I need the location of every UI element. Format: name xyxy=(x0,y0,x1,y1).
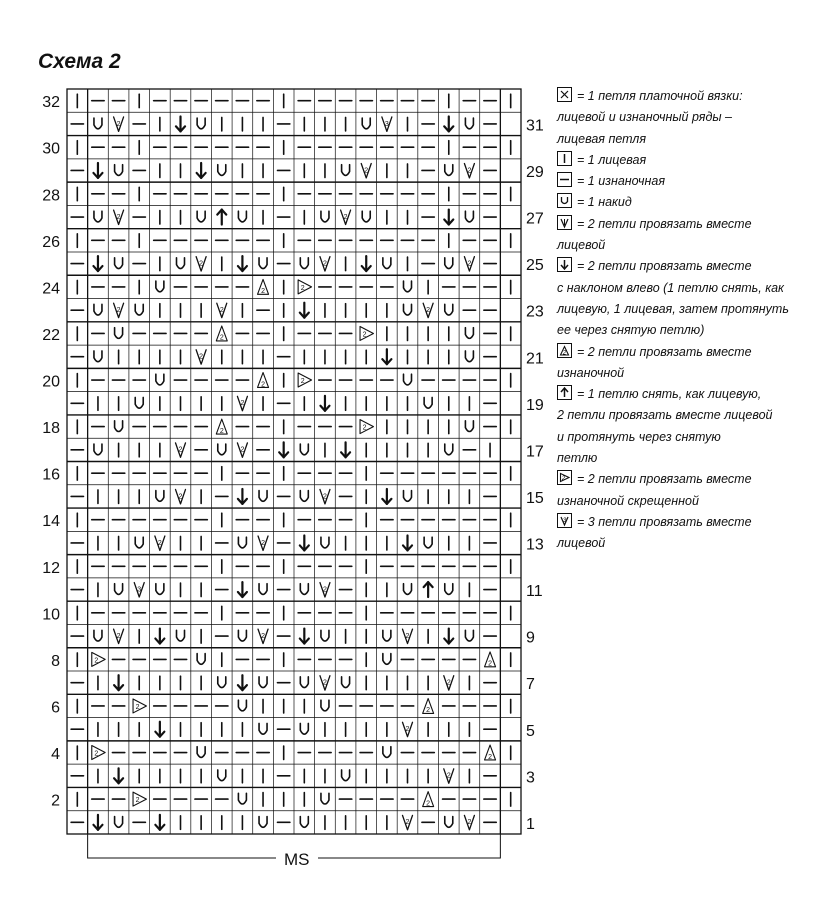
yarn-over-cell xyxy=(238,630,246,641)
yarn-over-cell xyxy=(383,654,391,665)
svg-text:2: 2 xyxy=(116,120,121,128)
left-decrease-cell xyxy=(403,536,412,551)
yarn-over-cell xyxy=(197,654,205,665)
k2tog-cell xyxy=(114,629,124,643)
k2tog-cell xyxy=(176,443,186,457)
left-decrease-cell xyxy=(93,163,102,178)
svg-text:2: 2 xyxy=(323,493,327,501)
yarn-over-cell xyxy=(362,118,370,129)
row-number-left: 20 xyxy=(42,373,60,391)
svg-text:2: 2 xyxy=(426,800,431,808)
left-decrease-cell xyxy=(176,116,185,131)
svg-text:2: 2 xyxy=(446,772,451,780)
p2tog-cell xyxy=(216,419,227,435)
row-number-left: 28 xyxy=(42,187,60,205)
left-decrease-cell xyxy=(362,256,371,271)
yarn-over-cell xyxy=(94,118,102,129)
yarn-over-cell xyxy=(94,304,102,315)
yarn-over-cell xyxy=(115,584,123,595)
yarn-over-cell xyxy=(259,491,267,502)
row-number-left: 30 xyxy=(42,140,60,158)
yarn-over-cell xyxy=(115,421,123,432)
svg-text:2: 2 xyxy=(488,660,492,668)
row-number-right: 29 xyxy=(526,164,544,182)
garter-stitch-symbol-icon xyxy=(557,87,572,102)
legend-item-skp: = 2 петли провязать вместе xyxy=(557,256,828,277)
k2tog-cell xyxy=(196,350,206,364)
row-number-right: 13 xyxy=(526,536,544,554)
svg-text:2: 2 xyxy=(562,350,567,357)
svg-text:2: 2 xyxy=(300,378,305,386)
svg-text:2: 2 xyxy=(561,476,566,483)
svg-text:2: 2 xyxy=(405,632,410,640)
svg-text:2: 2 xyxy=(323,586,327,594)
p2tog-tbl-cell xyxy=(92,652,105,666)
yarn-over-cell xyxy=(404,374,412,385)
svg-text:2: 2 xyxy=(426,707,431,715)
svg-text:2: 2 xyxy=(219,427,224,435)
yarn-over-cell xyxy=(197,118,205,129)
yarn-over-cell xyxy=(218,165,226,176)
k2tog-cell xyxy=(176,489,186,503)
svg-text:2: 2 xyxy=(300,284,305,292)
left-decrease-cell xyxy=(300,629,309,644)
yarn-over-cell xyxy=(445,444,453,455)
k2tog-cell xyxy=(320,583,330,597)
left-decrease-cell xyxy=(238,489,247,504)
yarn-over-cell xyxy=(465,328,473,339)
yarn-over-cell xyxy=(465,211,473,222)
legend-item-yarnover: = 1 накид xyxy=(557,192,828,213)
yarn-over-cell xyxy=(197,211,205,222)
yarn-over-cell xyxy=(404,281,412,292)
yarn-over-cell xyxy=(300,723,308,734)
p2tog-tbl-cell xyxy=(360,420,373,434)
yarn-over-cell xyxy=(259,677,267,688)
left-decrease-cell xyxy=(341,442,350,457)
yarn-over-cell xyxy=(321,211,329,222)
left-decrease-cell xyxy=(197,163,206,178)
row-number-left: 8 xyxy=(51,652,60,670)
yarn-over-cell xyxy=(177,630,185,641)
k2tog-cell xyxy=(341,210,351,224)
svg-text:2: 2 xyxy=(116,632,121,640)
svg-text:2: 2 xyxy=(116,213,121,221)
yarn-over-cell xyxy=(465,351,473,362)
svg-text:2: 2 xyxy=(446,679,451,687)
p2tog-cell xyxy=(216,326,227,342)
left-decrease-cell xyxy=(382,489,391,504)
p2tog-cell xyxy=(485,652,496,668)
row-number-right: 9 xyxy=(526,629,535,647)
k2tog-cell xyxy=(320,257,330,271)
yarn-over-cell xyxy=(135,304,143,315)
svg-text:2: 2 xyxy=(364,167,369,175)
yarn-over-cell xyxy=(404,584,412,595)
yarn-over-cell xyxy=(445,258,453,269)
svg-text:2: 2 xyxy=(467,819,472,827)
svg-text:2: 2 xyxy=(426,307,431,315)
k2tog-cell xyxy=(114,210,124,224)
k2tog-cell xyxy=(361,164,371,178)
k2tog-symbol-icon xyxy=(557,215,572,230)
yarn-over-cell xyxy=(218,444,226,455)
row-number-left: 12 xyxy=(42,559,60,577)
svg-text:2: 2 xyxy=(157,539,162,547)
left-decrease-cell xyxy=(238,256,247,271)
ms-label: MS xyxy=(284,850,310,869)
left-decrease-cell xyxy=(279,442,288,457)
yarn-over-cell xyxy=(218,770,226,781)
k3tog-cell xyxy=(382,117,392,131)
yarn-over-cell xyxy=(135,397,143,408)
svg-text:2: 2 xyxy=(116,307,121,315)
knit-symbol-icon xyxy=(557,151,572,166)
yarn-over-cell xyxy=(218,677,226,688)
yarn-over-cell xyxy=(465,630,473,641)
svg-text:2: 2 xyxy=(219,307,224,315)
yarn-over-cell xyxy=(135,537,143,548)
k2tog-cell xyxy=(403,722,413,736)
k2tog-cell xyxy=(114,117,124,131)
k2tog-cell xyxy=(217,303,227,317)
yarn-over-cell xyxy=(342,165,350,176)
svg-text:2: 2 xyxy=(488,753,492,761)
yarn-over-cell xyxy=(115,328,123,339)
svg-text:3: 3 xyxy=(137,586,142,594)
yarn-over-cell xyxy=(424,537,432,548)
svg-text:2: 2 xyxy=(405,726,410,734)
yarn-over-cell xyxy=(383,747,391,758)
k2tog-cell xyxy=(403,629,413,643)
svg-text:2: 2 xyxy=(199,260,204,268)
k3tog-cell xyxy=(134,583,144,597)
svg-text:2: 2 xyxy=(261,381,265,389)
left-decrease-cell xyxy=(444,210,453,225)
legend-item-garter: = 1 петля платочной вязки: xyxy=(557,86,828,107)
p2tog-tbl-cell xyxy=(133,792,146,806)
row-number-left: 14 xyxy=(42,513,60,531)
svg-text:2: 2 xyxy=(135,797,140,805)
yarn-over-cell xyxy=(156,584,164,595)
yarn-over-cell xyxy=(156,374,164,385)
svg-text:2: 2 xyxy=(135,703,140,711)
yarn-over-cell xyxy=(445,817,453,828)
k2tog-cell xyxy=(444,769,454,783)
yarn-over-cell xyxy=(238,700,246,711)
k2tog-cell xyxy=(237,443,247,457)
yarn-over-cell xyxy=(404,491,412,502)
purl-symbol-icon xyxy=(557,172,572,187)
row-number-right: 15 xyxy=(526,489,544,507)
row-number-left: 10 xyxy=(42,606,60,624)
left-decrease-cell xyxy=(238,582,247,597)
k2tog-cell xyxy=(444,676,454,690)
ms-bracket-right xyxy=(318,834,500,858)
yarn-over-cell xyxy=(424,397,432,408)
row-number-right: 1 xyxy=(526,815,535,833)
k2tog-cell xyxy=(464,815,474,829)
yarn-over-cell xyxy=(404,304,412,315)
yarn-over-cell xyxy=(445,165,453,176)
p2tog-symbol-icon xyxy=(557,343,572,358)
yarn-over-cell xyxy=(300,677,308,688)
p2tog-tbl-cell xyxy=(298,280,311,294)
k2tog-cell xyxy=(196,257,206,271)
yarn-over-cell xyxy=(156,491,164,502)
row-number-right: 11 xyxy=(526,583,543,601)
yarn-over-cell xyxy=(321,793,329,804)
left-decrease-cell xyxy=(300,536,309,551)
left-decrease-cell xyxy=(155,722,164,737)
row-number-right: 23 xyxy=(526,303,544,321)
yarn-over-cell xyxy=(383,630,391,641)
row-number-left: 2 xyxy=(51,792,60,810)
yarn-over-cell xyxy=(321,630,329,641)
row-number-left: 18 xyxy=(42,420,60,438)
left-decrease-cell xyxy=(114,768,123,783)
p2tog-tbl-cell xyxy=(92,746,105,760)
svg-text:3: 3 xyxy=(562,517,567,524)
yarn-over-cell xyxy=(115,165,123,176)
yarn-over-cell xyxy=(115,258,123,269)
yarn-over-cell xyxy=(300,491,308,502)
legend-item-knit: = 1 лицевая xyxy=(557,150,828,171)
left-decrease-cell xyxy=(320,396,329,411)
p2tog-cell xyxy=(258,373,269,389)
yarn-over-cell xyxy=(465,118,473,129)
p2tog-cell xyxy=(423,792,434,808)
p2tog-tbl-cell xyxy=(298,373,311,387)
row-number-right: 5 xyxy=(526,722,535,740)
svg-text:2: 2 xyxy=(323,679,327,687)
left-decrease-symbol-icon xyxy=(557,257,572,272)
left-decrease-cell xyxy=(155,629,164,644)
svg-text:2: 2 xyxy=(199,353,204,361)
k2tog-cell xyxy=(237,396,247,410)
left-decrease-cell xyxy=(93,256,102,271)
ms-bracket-left xyxy=(88,834,276,858)
svg-text:2: 2 xyxy=(323,260,327,268)
p2tog-tbl-cell xyxy=(133,699,146,713)
row-number-left: 22 xyxy=(42,326,60,344)
svg-text:2: 2 xyxy=(405,819,410,827)
svg-text:3: 3 xyxy=(384,120,389,128)
svg-text:2: 2 xyxy=(219,334,224,342)
p2tog-cell xyxy=(423,699,434,715)
k2tog-cell xyxy=(320,676,330,690)
left-decrease-cell xyxy=(155,815,164,830)
row-number-left: 32 xyxy=(42,94,60,112)
yarn-over-cell xyxy=(300,817,308,828)
yarn-over-cell xyxy=(94,211,102,222)
svg-text:2: 2 xyxy=(362,424,367,432)
slip-k2tog-psso-cell xyxy=(424,582,433,597)
row-number-left: 4 xyxy=(51,746,60,764)
yarn-over-cell xyxy=(342,770,350,781)
yarn-over-cell xyxy=(94,351,102,362)
row-number-right: 21 xyxy=(526,350,544,368)
svg-text:2: 2 xyxy=(261,632,265,640)
yarn-over-cell xyxy=(300,258,308,269)
yarn-over-cell xyxy=(445,304,453,315)
legend-item-p2tog: 2 = 2 петли провязать вместе xyxy=(557,342,828,363)
left-decrease-cell xyxy=(114,675,123,690)
yarn-over-cell xyxy=(321,537,329,548)
k3tog-symbol-icon xyxy=(557,513,572,528)
yarn-over-cell xyxy=(362,211,370,222)
svg-text:2: 2 xyxy=(261,539,265,547)
row-number-left: 26 xyxy=(42,233,60,251)
row-number-right: 31 xyxy=(526,117,544,135)
yarn-over-cell xyxy=(259,723,267,734)
left-decrease-cell xyxy=(382,349,391,364)
k2tog-cell xyxy=(320,489,330,503)
left-decrease-cell xyxy=(444,629,453,644)
slip-k2tog-psso-symbol-icon xyxy=(557,385,572,400)
k2tog-cell xyxy=(423,303,433,317)
p2tog-tbl-cell xyxy=(360,326,373,340)
legend-item-k3tog: 3 = 3 петли провязать вместе xyxy=(557,512,828,533)
row-number-right: 7 xyxy=(526,676,535,694)
yarn-over-cell xyxy=(465,421,473,432)
svg-text:2: 2 xyxy=(261,288,265,296)
yarn-over-cell xyxy=(238,211,246,222)
row-number-left: 6 xyxy=(51,699,60,717)
slip-k2tog-psso-cell xyxy=(217,210,226,225)
legend-item-sk2p: = 1 петлю снять, как лицевую, xyxy=(557,384,828,405)
p2tog-cell xyxy=(485,745,496,761)
yarn-over-cell xyxy=(94,444,102,455)
k2tog-cell xyxy=(155,536,165,550)
row-number-right: 27 xyxy=(526,210,544,228)
svg-text:2: 2 xyxy=(94,750,99,758)
legend-item-k2tog: = 2 петли провязать вместе xyxy=(557,214,828,235)
legend-item-purl: = 1 изнаночная xyxy=(557,171,828,192)
svg-text:2: 2 xyxy=(343,213,348,221)
row-number-right: 3 xyxy=(526,769,535,787)
yarn-over-cell xyxy=(383,258,391,269)
yarn-over-cell xyxy=(259,817,267,828)
k2tog-cell xyxy=(258,629,268,643)
row-number-right: 25 xyxy=(526,257,544,275)
yarn-over-cell xyxy=(342,677,350,688)
svg-text:2: 2 xyxy=(240,446,245,454)
svg-text:2: 2 xyxy=(362,331,367,339)
yarn-over-cell xyxy=(177,258,185,269)
k2tog-cell xyxy=(258,536,268,550)
yarnover-symbol-icon xyxy=(557,193,572,208)
svg-text:2: 2 xyxy=(178,493,183,501)
k2tog-cell xyxy=(403,815,413,829)
yarn-over-cell xyxy=(115,817,123,828)
row-number-left: 16 xyxy=(42,466,60,484)
legend-item-p2tog-tbl: 2 = 2 петли провязать вместе xyxy=(557,469,828,490)
svg-text:2: 2 xyxy=(94,657,99,665)
k2tog-cell xyxy=(114,303,124,317)
p2tog-tbl-symbol-icon xyxy=(557,470,572,485)
yarn-over-cell xyxy=(259,584,267,595)
yarn-over-cell xyxy=(238,537,246,548)
yarn-over-cell xyxy=(238,793,246,804)
k2tog-cell xyxy=(464,164,474,178)
yarn-over-cell xyxy=(156,281,164,292)
left-decrease-cell xyxy=(238,675,247,690)
yarn-over-cell xyxy=(94,630,102,641)
yarn-over-cell xyxy=(300,584,308,595)
yarn-over-cell xyxy=(197,747,205,758)
row-number-left: 24 xyxy=(42,280,60,298)
left-decrease-cell xyxy=(444,116,453,131)
k2tog-cell xyxy=(464,257,474,271)
p2tog-cell xyxy=(258,279,269,295)
left-decrease-cell xyxy=(93,815,102,830)
chart-title: Схема 2 xyxy=(38,50,121,73)
left-decrease-cell xyxy=(300,303,309,318)
symbol-legend: = 1 петля платочной вязки: лицевой и изнаночный ряды – лицевая петля = 1 лицевая = 1 изнаночная = 1 накид = 2 петли провязать вместе лицевой = 2 петли провязать вместе с наклоном влево (1 петлю снять, как лицевую, 1 лицевая, затем протянуть ее через снятую петлю) 2 = 2 петли провязать вместе изнаночной = 1 петлю снять, как лицевую, 2 петли провязать вместе лицевой и протянуть через снятую петлю 2 = 2 петли провязать вместе изнаночной скрещенной 3 = 3 петли провязать вместе лицевой xyxy=(557,86,828,555)
yarn-over-cell xyxy=(259,258,267,269)
yarn-over-cell xyxy=(300,444,308,455)
row-number-right: 19 xyxy=(526,396,544,414)
yarn-over-cell xyxy=(321,700,329,711)
svg-text:2: 2 xyxy=(467,167,472,175)
row-number-right: 17 xyxy=(526,443,544,461)
svg-text:2: 2 xyxy=(467,260,472,268)
svg-text:2: 2 xyxy=(178,446,183,454)
yarn-over-cell xyxy=(445,584,453,595)
svg-text:2: 2 xyxy=(240,400,245,408)
